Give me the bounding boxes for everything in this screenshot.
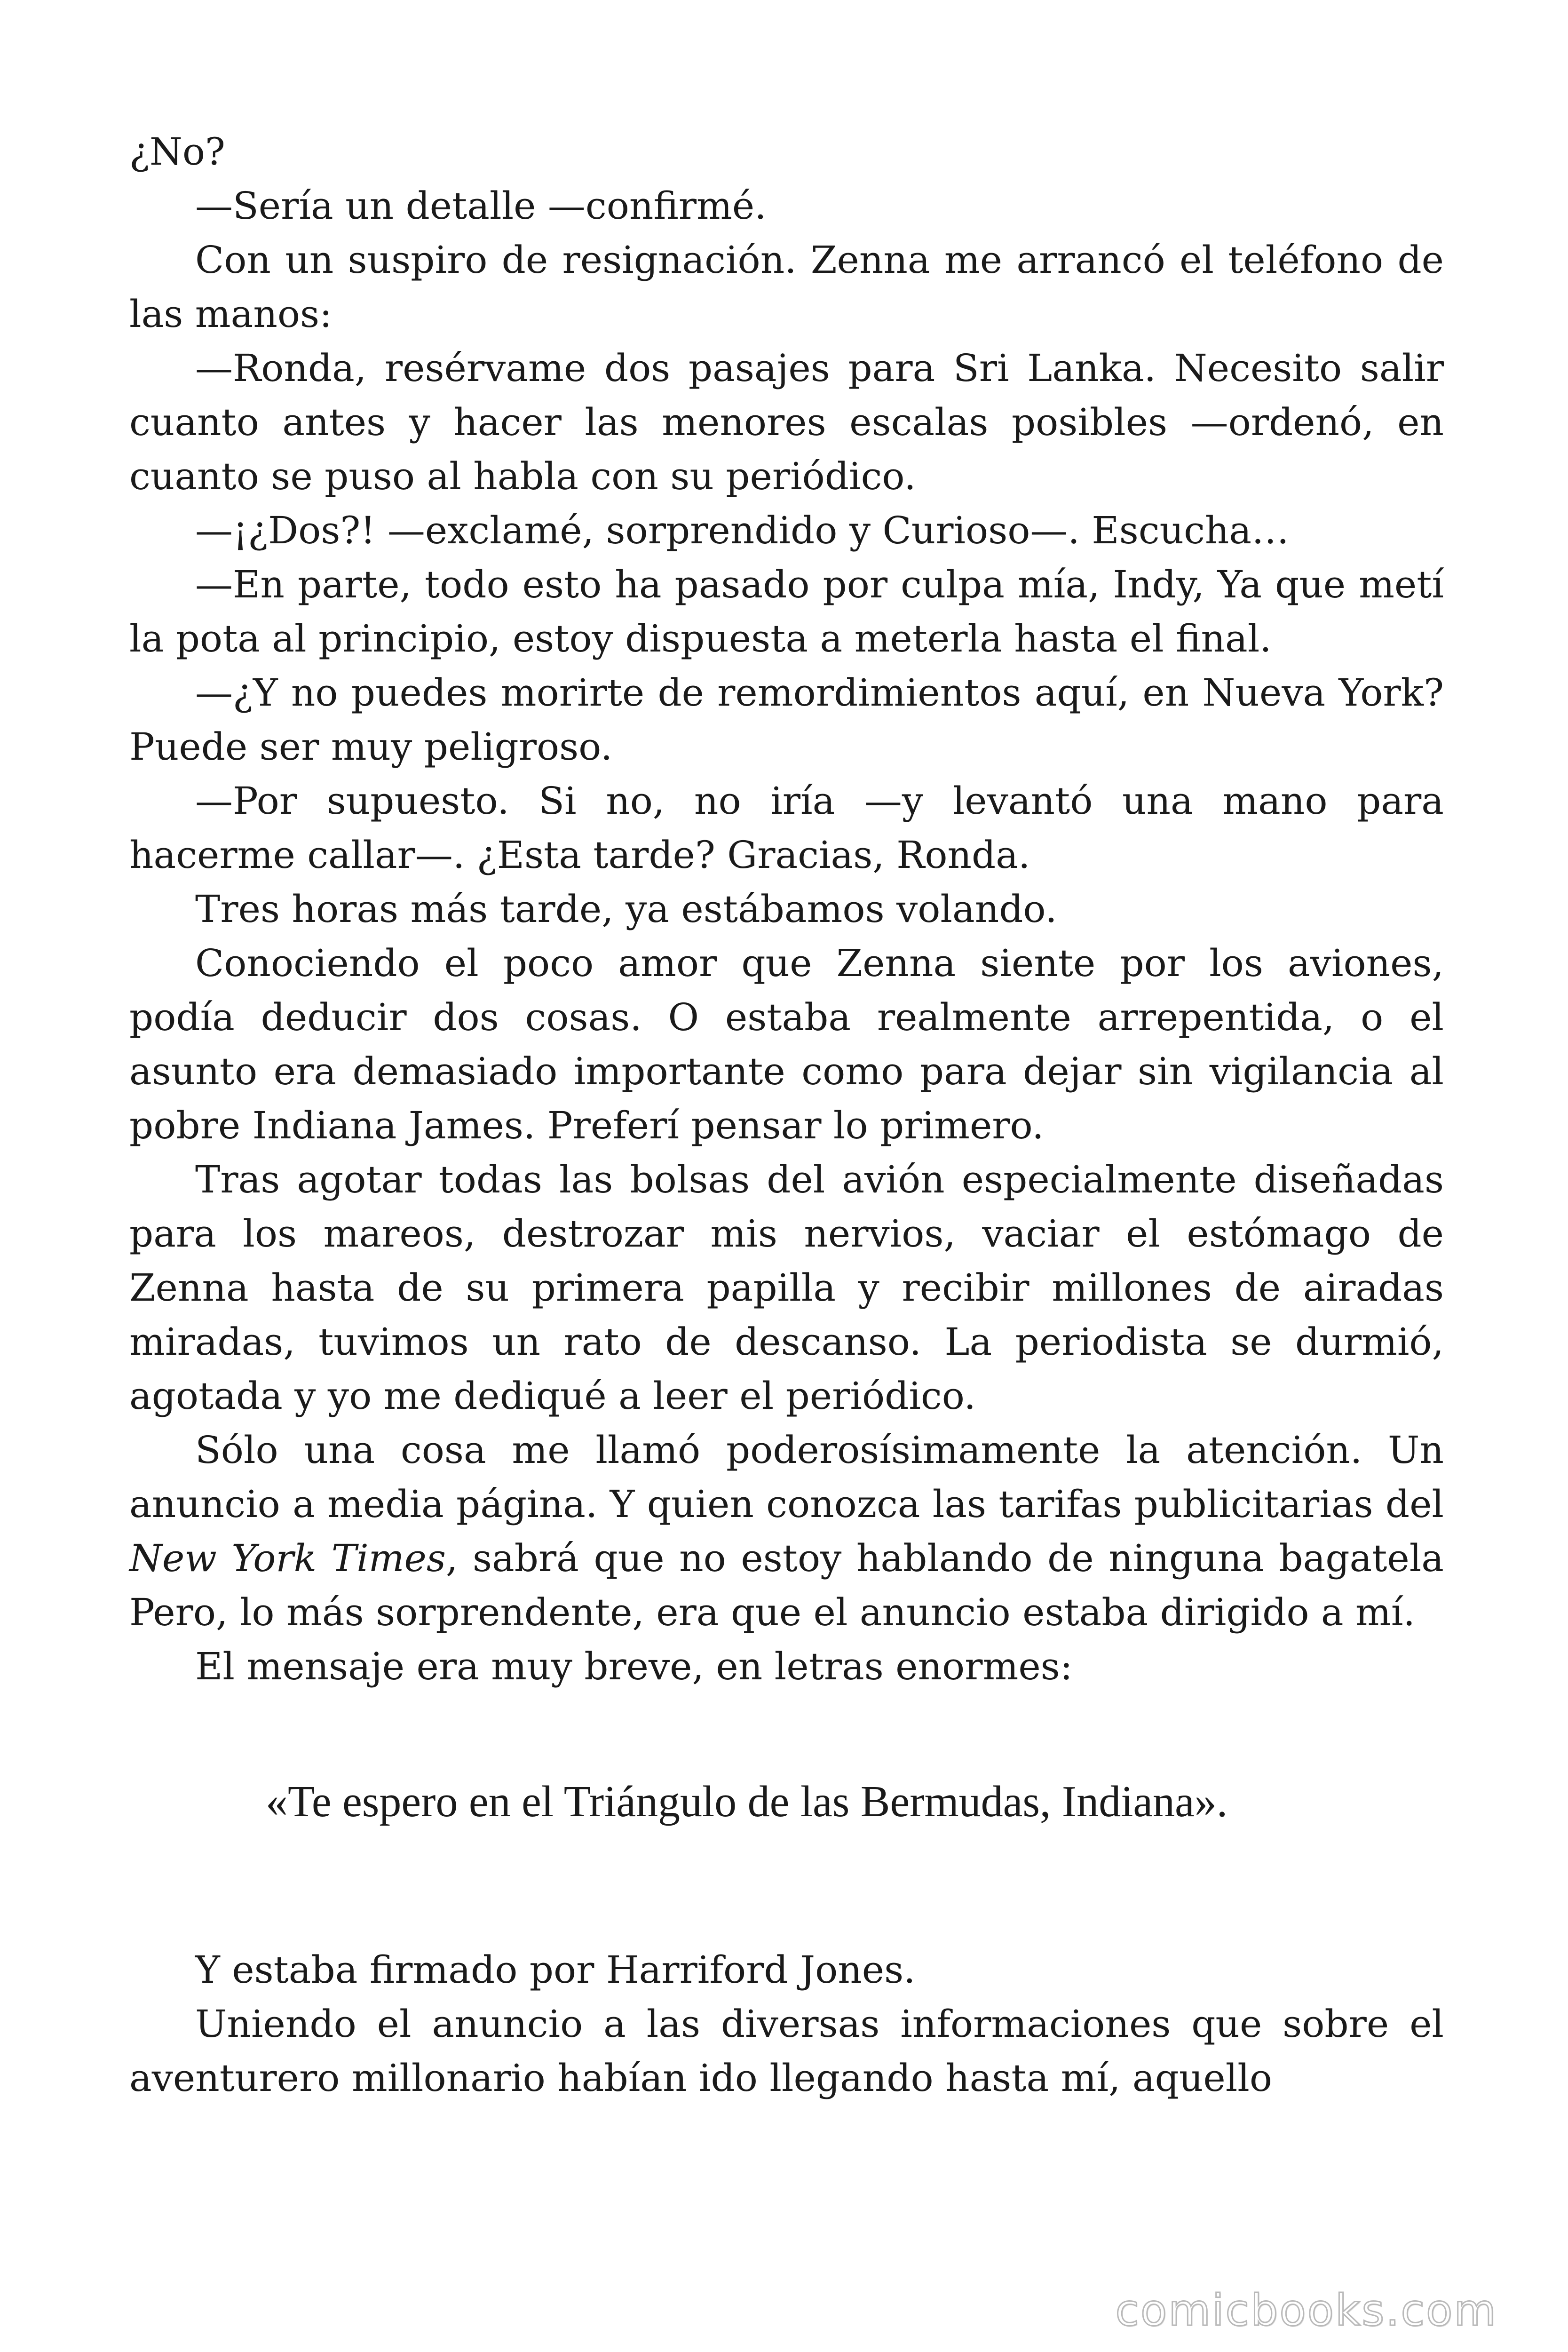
paragraph: Con un suspiro de resignación. Zenna me arrancó el teléfono de las manos: xyxy=(129,238,1444,336)
paragraph: —¡¿Dos?! —exclamé, sorprendido y Curioso—. Escucha… xyxy=(195,509,1290,552)
ad-paragraph: Sólo una cosa me llamó poderosísimamente la atención. Un anuncio a media página. Y quien conozca las tarifas publicitarias del New York Times, sabrá que no estoy hablando de ninguna bagatela Pero, lo más sorprendente, era que el anuncio estaba dirigido a mí. xyxy=(129,1428,1444,1634)
closing-text xyxy=(129,1943,1444,2105)
paragraph: —Por supuesto. Si no, no iría —y levantó una mano para hacerme callar—. ¿Esta tarde? Gracias, Ronda. xyxy=(129,779,1444,877)
paragraph: Tres horas más tarde, ya estábamos volando. xyxy=(195,887,1057,931)
paragraph: Y estaba firmado por Harriford Jones. xyxy=(195,1948,916,1992)
paragraph: ¿No? xyxy=(129,130,225,174)
watermark-logo: comicbooks.com xyxy=(1115,2285,1497,2336)
paragraph: Uniendo el anuncio a las diversas informaciones que sobre el aventurero millonario habían ido llegando hasta mí, aquello xyxy=(129,2002,1444,2100)
paragraph: —Ronda, resérvame dos pasajes para Sri Lanka. Necesito salir cuanto antes y hacer las menores escalas posibles —ordenó, en cuanto se puso al habla con su periódico. xyxy=(129,346,1444,498)
paragraph: Conociendo el poco amor que Zenna siente por los aviones, podía deducir dos cosas. O estaba realmente arrepentida, o el asunto era demasiado importante como para dejar sin vigilancia al pobre Indiana James. Preferí pensar lo primero. xyxy=(129,941,1444,1147)
paragraph: —Sería un detalle —confirmé. xyxy=(195,184,767,228)
message-intro: El mensaje era muy breve, en letras enormes: xyxy=(195,1645,1073,1688)
ad-quote: «Te espero en el Triángulo de las Bermudas, Indiana». xyxy=(266,1777,1228,1826)
paragraph: —¿Y no puedes morirte de remordimientos aquí, en Nueva York? Puede ser muy peligroso. xyxy=(129,671,1444,769)
body-text xyxy=(129,125,1444,1423)
paragraph: —En parte, todo esto ha pasado por culpa mía, Indy, Ya que metí la pota al principio, estoy dispuesta a meterla hasta el final. xyxy=(129,563,1444,660)
paragraph: Tras agotar todas las bolsas del avión especialmente diseñadas para los mareos, destrozar mis nervios, vaciar el estómago de Zenna hasta de su primera papilla y recibir millones de airadas miradas, tuvimos un rato de descanso. La periodista se durmió, agotada y yo me dediqué a leer el periódico. xyxy=(129,1158,1444,1418)
newspaper-title: New York Times xyxy=(129,1536,446,1580)
book-page xyxy=(129,125,1444,2105)
